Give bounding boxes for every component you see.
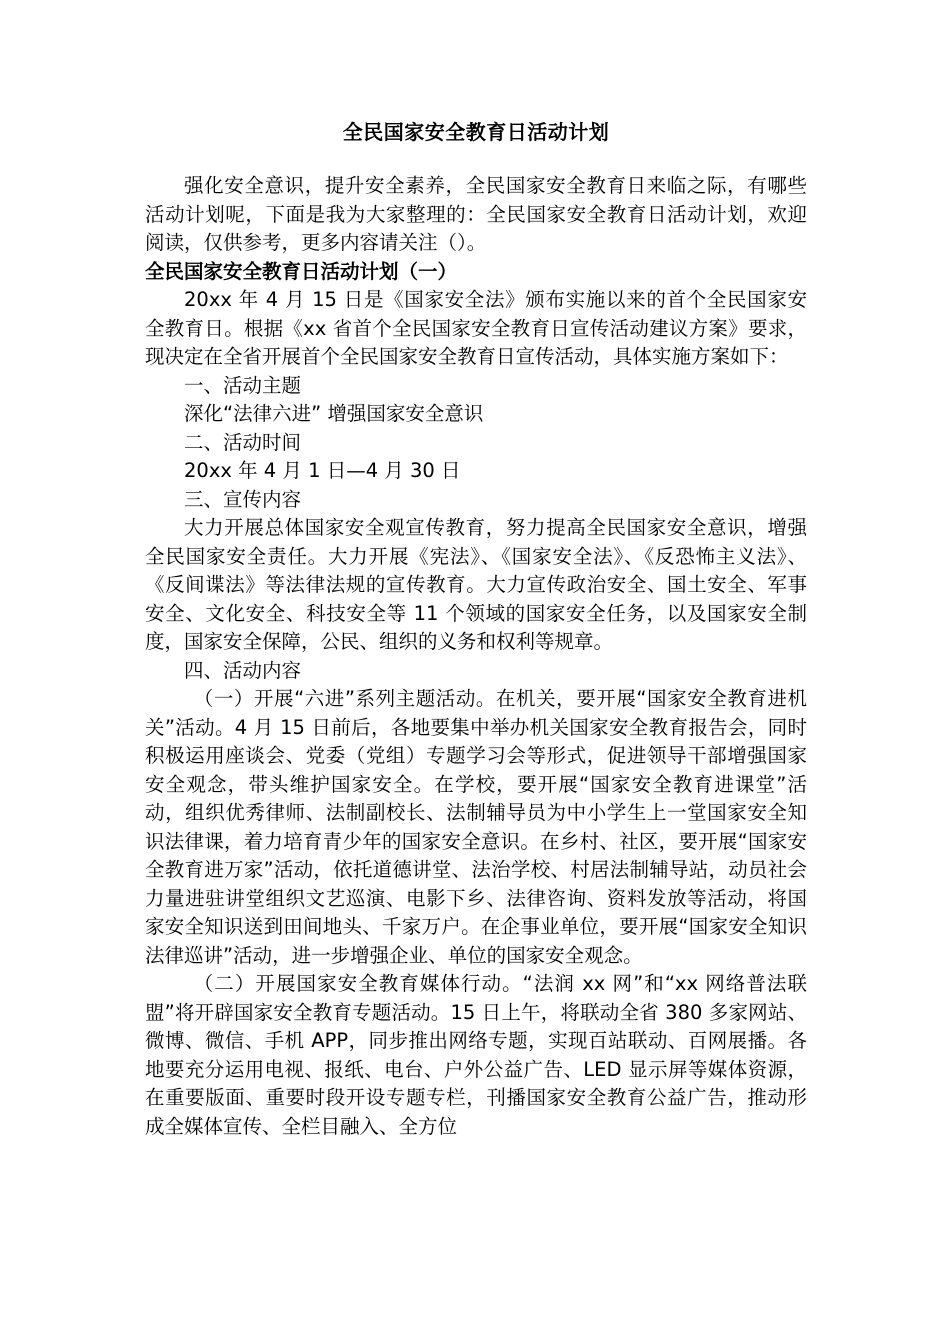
time-text: 20xx 年 4 月 1 日—4 月 30 日 (184, 459, 461, 482)
theme-heading: 一、活动主题 (184, 373, 302, 397)
activity-paragraph-1: （一）开展“六进”系列主题活动。在机关，要开展“国家安全教育进机关”活动。4 月 15 日前后，各地要集中举办机关国家安全教育报告会，同时积极运用座谈会、党委（党组）专题学习会等形式，促进领导干部增强国家安全观念，带头维护国家安全。在学校，要开展“国家安全教育进课堂”活动，组织优秀律师、法制副校长、法制辅导员为中小学生上一堂国家安全知识法律课，着力培育青少年的国家安全意识。在乡村、社区，要开展“国家安全教育进万家”活动，依托道德讲堂、法治学校、村居法制辅导站，动员社会力量进驻讲堂组织文艺巡演、电影下乡、法律咨询、资料发放等活动，将国家安全知识送到田间地头、千家万户。在企事业单位，要开展“国家安全知识法律巡讲”活动，进一步增强企业、单位的国家安全观念。 (145, 687, 807, 967)
time-heading: 二、活动时间 (184, 430, 302, 454)
content-heading: 三、宣传内容 (184, 487, 302, 511)
intro-paragraph: 强化安全意识，提升安全素养，全民国家安全教育日来临之际，有哪些活动计划呢，下面是我为大家整理的：全民国家安全教育日活动计划，欢迎阅读，仅供参考，更多内容请关注（）。 (145, 174, 807, 254)
overview-paragraph: 20xx 年 4 月 15 日是《国家安全法》颁布实施以来的首个全民国家安全教育日。根据《xx 省首个全民国家安全教育日宣传活动建议方案》要求，现决定在全省开展首个全民国家安全教育日宣传活动，具体实施方案如下： (145, 288, 807, 368)
document-title: 全民国家安全教育日活动计划 (342, 120, 610, 144)
document-page (145, 116, 807, 1141)
section-heading: 全民国家安全教育日活动计划（一） (145, 259, 458, 283)
activity-heading: 四、活动内容 (184, 658, 302, 682)
activity-paragraph-2: （二）开展国家安全教育媒体行动。“法润 xx 网”和“xx 网络普法联盟”将开辟国家安全教育专题活动。15 日上午，将联动全省 380 多家网站、微博、微信、手机 APP，同步推出网络专题，实现百站联动、百网展播。各地要充分运用电视、报纸、电台、户外公益广告、LED 显示屏等媒体资源，在重要版面、重要时段开设专题专栏，刊播国家安全教育公益广告，推动形成全媒体宣传、全栏目融入、全方位 (145, 972, 807, 1138)
content-paragraph: 大力开展总体国家安全观宣传教育，努力提高全民国家安全意识，增强全民国家安全责任。大力开展《宪法》、《国家安全法》、《反恐怖主义法》、《反间谍法》等法律法规的宣传教育。大力宣传政治安全、国土安全、军事安全、文化安全、科技安全等 11 个领域的国家安全任务，以及国家安全制度，国家安全保障，公民、组织的义务和权利等规章。 (145, 516, 807, 653)
theme-text: 深化“法律六进” 增强国家安全意识 (184, 402, 484, 425)
